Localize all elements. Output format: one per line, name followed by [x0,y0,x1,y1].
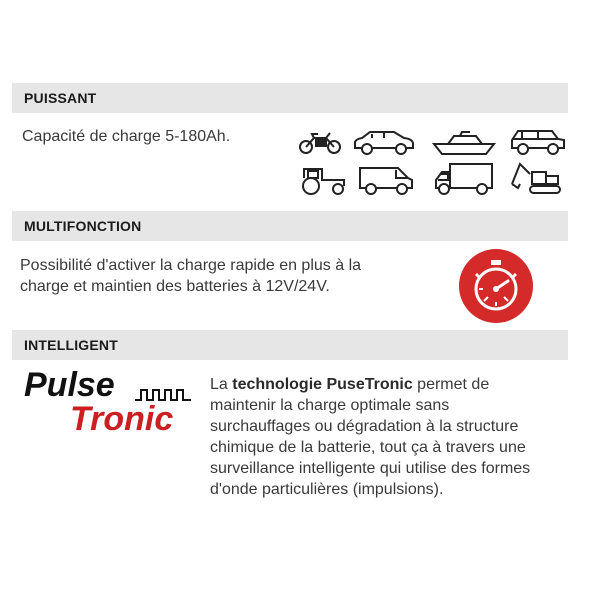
van-icon [358,164,414,196]
section-title: PUISSANT [24,90,97,106]
boat-icon [432,130,496,156]
logo-word-tronic: Tronic [70,400,174,438]
fast-charge-text-line1: Possibilité d'activer la charge rapide en plus à la [20,257,362,274]
pulsetronic-logo [20,366,200,440]
excavator-icon [510,160,562,196]
desc-rest: permet de [412,376,490,393]
section-header-puissant [12,83,568,113]
stopwatch-icon [458,248,534,324]
car-icon [352,128,416,156]
motorcycle-icon [298,128,342,156]
capacity-text: Capacité de charge 5-180Ah. [22,128,231,145]
section-header-intelligent [12,330,568,360]
tractor-icon [300,166,346,196]
pulsetronic-desc-line3: surchauffages ou dégradation à la structure [210,418,519,435]
pulsetronic-desc-line5: surveillance intelligente qui utilise des formes [210,460,531,477]
section-title: INTELLIGENT [24,337,118,353]
section-header-multifonction [12,211,568,241]
section-title: MULTIFONCTION [24,218,142,234]
suv-icon [510,128,566,156]
truck-icon [434,162,494,196]
logo-word-pulse: Pulse [24,366,115,404]
pulsetronic-desc-line1 [210,374,489,395]
desc-prefix: La [210,376,233,393]
desc-bold-technology: technologie PuseTronic [232,376,413,393]
pulsetronic-desc-line4: chimique de la batterie, tout ça à travers une [210,439,526,456]
pulsetronic-desc-line2: maintenir la charge optimale sans [210,397,450,414]
pulsetronic-desc-line6: d'onde particulières (impulsions). [210,481,444,498]
fast-charge-text-line2: charge et maintien des batteries à 12V/24V. [20,278,330,295]
